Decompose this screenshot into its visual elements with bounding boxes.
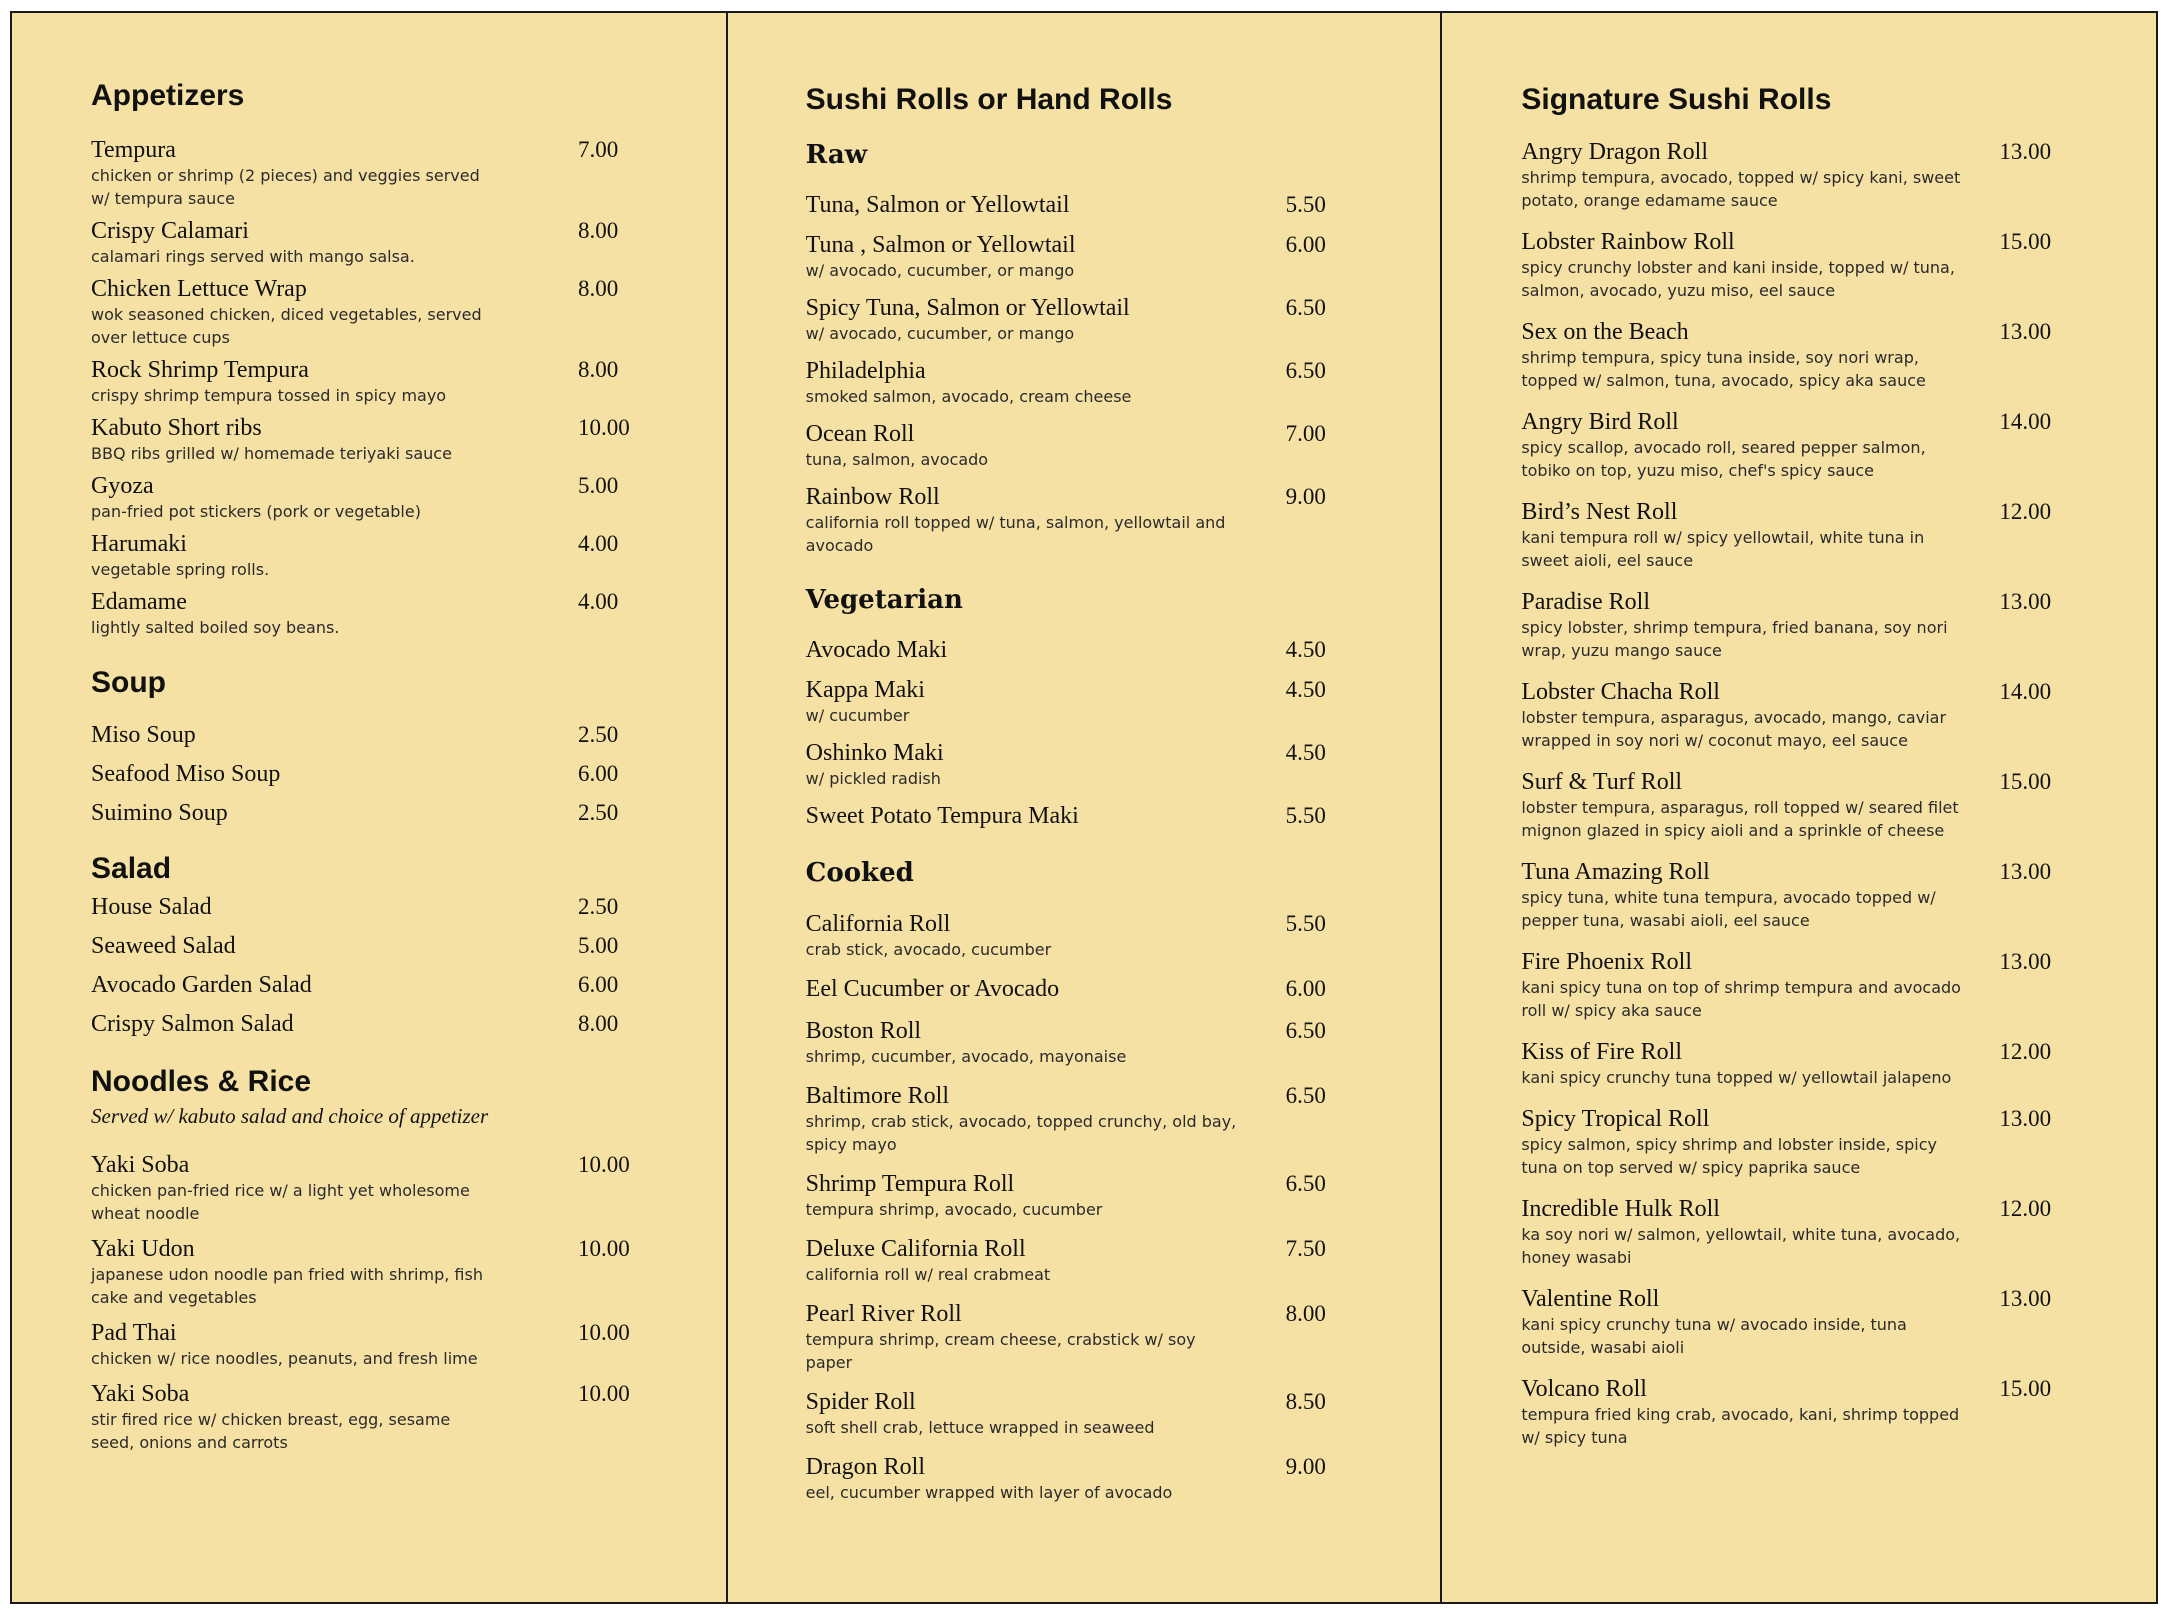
item-price: 9.00 [1285, 484, 1326, 510]
item-price: 13.00 [1999, 859, 2052, 884]
item-price: 4.50 [1285, 740, 1326, 766]
item-name: Oshinko Maki [805, 740, 944, 767]
item-description: w/ pickled radish [805, 769, 941, 789]
signature-roll-item [1521, 858, 2156, 932]
item-description: tuna, salmon, avocado [805, 450, 989, 470]
item-name: Philadelphia [805, 358, 926, 385]
item-name: Tuna Amazing Roll [1521, 859, 1710, 885]
item-description: eel, cucumber wrapped with layer of avocado [805, 1482, 1173, 1502]
section-title-salad: Salad [91, 852, 172, 885]
section-title-noodles: Noodles & Rice [91, 1065, 312, 1098]
signature-roll-item [1521, 678, 2156, 752]
item-name: Yaki Udon [91, 1236, 195, 1262]
item-description: pan-fried pot stickers (pork or vegetable) [91, 502, 421, 521]
item-price: 8.00 [578, 218, 619, 243]
item-price: 10.00 [578, 1381, 630, 1406]
item-price: 10.00 [578, 1236, 630, 1261]
item-price: 9.00 [1285, 1453, 1326, 1479]
item-price: 13.00 [1999, 139, 2052, 164]
item-price: 6.50 [1285, 1170, 1326, 1196]
item-description: shrimp, crab stick, avocado, topped crunchy, old bay, spicy mayo [805, 1111, 1237, 1154]
item-name: Rainbow Roll [805, 484, 940, 511]
item-name: Rock Shrimp Tempura [91, 357, 309, 383]
item-name: Lobster Rainbow Roll [1521, 229, 1735, 255]
menu-item [91, 971, 726, 999]
item-description: crab stick, avocado, cucumber [805, 939, 1052, 959]
item-price: 2.50 [578, 800, 619, 825]
item-name: Suimino Soup [91, 800, 228, 826]
item-name: Crispy Calamari [91, 218, 249, 244]
item-price: 13.00 [1999, 589, 2052, 614]
signature-roll-item [1521, 1375, 2156, 1449]
item-description: shrimp tempura, avocado, topped w/ spicy kani, sweet potato, orange edamame sauce [1521, 168, 1961, 210]
item-description: kani tempura roll w/ spicy yellowtail, white tuna in sweet aioli, eel sauce [1521, 528, 1925, 570]
item-price: 6.00 [1285, 232, 1326, 258]
item-name: Tuna, Salmon or Yellowtail [805, 192, 1070, 219]
item-description: calamari rings served with mango salsa. [91, 247, 415, 266]
menu-item [91, 588, 726, 639]
item-description: w/ avocado, cucumber, or mango [805, 261, 1075, 281]
item-price: 12.00 [1999, 1039, 2052, 1064]
item-price: 5.50 [1285, 910, 1326, 936]
item-name: Tuna , Salmon or Yellowtail [805, 232, 1076, 259]
item-name: Miso Soup [91, 722, 196, 748]
item-price: 6.00 [578, 972, 619, 997]
menu-item [806, 231, 1441, 282]
item-description: soft shell crab, lettuce wrapped in seaweed [805, 1417, 1155, 1437]
menu-item [806, 1017, 1441, 1068]
item-description: chicken or shrimp (2 pieces) and veggies served w/ tempura sauce [91, 166, 480, 208]
item-price: 5.00 [578, 473, 619, 498]
item-price: 5.00 [578, 933, 619, 958]
menu-item [806, 802, 1441, 830]
item-price: 4.50 [1285, 677, 1326, 703]
signature-roll-item [1521, 408, 2156, 482]
item-name: Seafood Miso Soup [91, 761, 281, 787]
item-name: Paradise Roll [1521, 589, 1650, 615]
menu-item [806, 1453, 1441, 1504]
item-name: Bird’s Nest Roll [1521, 499, 1678, 525]
item-price: 8.00 [578, 276, 619, 301]
menu-item [806, 1388, 1441, 1439]
item-name: Pearl River Roll [805, 1300, 962, 1327]
item-description: spicy tuna, white tuna tempura, avocado topped w/ pepper tuna, wasabi aioli, eel sauce [1521, 888, 1936, 930]
item-description: stir fired rice w/ chicken breast, egg, sesame seed, onions and carrots [91, 1410, 451, 1452]
item-name: Avocado Maki [805, 637, 948, 664]
menu-item [91, 799, 726, 827]
signature-roll-item [1521, 498, 2156, 572]
item-description: spicy scallop, avocado roll, seared pepper salmon, tobiko on top, yuzu miso, chef's spicy sauce [1521, 438, 1926, 480]
item-name: Pad Thai [91, 1320, 177, 1346]
item-price: 6.50 [1285, 295, 1326, 321]
item-description: lobster tempura, asparagus, avocado, mango, caviar wrapped in soy nori w/ coconut mayo, eel sauce [1521, 708, 1947, 750]
item-name: Valentine Roll [1521, 1286, 1660, 1312]
item-price: 6.00 [1285, 975, 1326, 1001]
menu-item [806, 294, 1441, 345]
item-description: chicken pan-fried rice w/ a light yet wholesome wheat noodle [91, 1181, 470, 1223]
item-price: 4.00 [578, 589, 619, 614]
section-note: Served w/ kabuto salad and choice of appetizer [91, 1104, 489, 1128]
item-price: 7.00 [578, 137, 619, 162]
menu-item [806, 1235, 1441, 1286]
menu-item [806, 975, 1441, 1003]
signature-roll-item [1521, 1195, 2156, 1269]
menu-item [91, 932, 726, 960]
section-title-raw: Raw [805, 140, 868, 170]
item-price: 8.50 [1285, 1388, 1326, 1414]
menu-item [806, 357, 1441, 408]
menu-item [806, 483, 1441, 557]
menu-item [91, 721, 726, 749]
item-price: 10.00 [578, 415, 630, 440]
column-title-sushi-rolls: Sushi Rolls or Hand Rolls [805, 83, 1173, 116]
item-name: Boston Roll [805, 1017, 922, 1044]
item-name: Crispy Salmon Salad [91, 1011, 294, 1037]
item-price: 13.00 [1999, 1106, 2052, 1131]
item-name: Spicy Tuna, Salmon or Yellowtail [805, 295, 1130, 322]
menu-item [806, 1082, 1441, 1156]
menu-item [91, 275, 726, 349]
item-description: crispy shrimp tempura tossed in spicy mayo [91, 386, 447, 405]
item-description: smoked salmon, avocado, cream cheese [805, 387, 1132, 407]
menu-item [806, 1300, 1441, 1374]
item-description: tempura shrimp, cream cheese, crabstick w/ soy paper [805, 1329, 1196, 1372]
item-name: Yaki Soba [91, 1152, 190, 1178]
signature-roll-item [1521, 228, 2156, 302]
menu-item [91, 1151, 726, 1225]
signature-roll-item [1521, 588, 2156, 662]
item-description: spicy lobster, shrimp tempura, fried banana, soy nori wrap, yuzu mango sauce [1521, 618, 1948, 660]
item-name: Kappa Maki [805, 677, 925, 704]
item-name: Harumaki [91, 531, 187, 557]
item-name: Shrimp Tempura Roll [805, 1170, 1015, 1197]
signature-roll-item [1521, 1105, 2156, 1179]
item-description: vegetable spring rolls. [91, 560, 270, 579]
item-price: 4.00 [578, 531, 619, 556]
panel-middle [726, 13, 1441, 1602]
item-description: ka soy nori w/ salmon, yellowtail, white tuna, avocado, honey wasabi [1521, 1225, 1961, 1267]
menu-item [806, 191, 1441, 219]
item-description: BBQ ribs grilled w/ homemade teriyaki sauce [91, 444, 452, 463]
item-price: 6.50 [1285, 1017, 1326, 1043]
menu-item [91, 1380, 726, 1454]
column-title-signature-rolls: Signature Sushi Rolls [1521, 83, 1832, 116]
menu-item [91, 1319, 726, 1370]
item-name: California Roll [805, 910, 951, 937]
item-description: kani spicy crunchy tuna topped w/ yellowtail jalapeno [1521, 1068, 1952, 1087]
menu-item [91, 414, 726, 465]
menu-item [91, 893, 726, 921]
item-name: Kabuto Short ribs [91, 415, 262, 441]
item-name: Tempura [91, 137, 176, 163]
section-title-cooked: Cooked [805, 858, 914, 889]
item-description: tempura shrimp, avocado, cucumber [805, 1199, 1103, 1219]
item-name: Ocean Roll [805, 421, 915, 448]
item-description: w/ cucumber [805, 706, 910, 726]
signature-roll-item [1521, 1038, 2156, 1089]
item-name: Angry Dragon Roll [1521, 139, 1708, 165]
item-price: 14.00 [1999, 409, 2052, 434]
item-name: Deluxe California Roll [805, 1235, 1026, 1262]
item-price: 13.00 [1999, 1286, 2052, 1311]
item-name: Baltimore Roll [805, 1082, 949, 1109]
item-description: spicy salmon, spicy shrimp and lobster inside, spicy tuna on top served w/ spicy paprika sauce [1521, 1135, 1937, 1177]
item-description: lobster tempura, asparagus, roll topped w/ seared filet mignon glazed in spicy aioli and a sprinkle of cheese [1521, 798, 1959, 840]
menu-item [91, 217, 726, 268]
item-price: 5.50 [1285, 803, 1326, 829]
menu-item [806, 1170, 1441, 1221]
item-price: 10.00 [578, 1152, 630, 1177]
item-price: 5.50 [1285, 192, 1326, 218]
item-description: kani spicy crunchy tuna w/ avocado inside, tuna outside, wasabi aioli [1521, 1315, 1907, 1357]
item-description: wok seasoned chicken, diced vegetables, served over lettuce cups [91, 305, 482, 347]
item-price: 14.00 [1999, 679, 2052, 704]
menu-item [91, 760, 726, 788]
item-name: Edamame [91, 589, 187, 615]
menu-item [806, 910, 1441, 961]
item-price: 2.50 [578, 894, 619, 919]
item-price: 10.00 [578, 1320, 630, 1345]
item-price: 7.00 [1285, 421, 1326, 447]
signature-roll-item [1521, 318, 2156, 392]
item-name: Incredible Hulk Roll [1521, 1196, 1720, 1222]
item-name: Eel Cucumber or Avocado [805, 975, 1060, 1002]
item-description: spicy crunchy lobster and kani inside, topped w/ tuna, salmon, avocado, yuzu miso, eel sauce [1521, 258, 1955, 300]
panel-left [12, 13, 726, 1602]
signature-roll-item [1521, 948, 2156, 1022]
item-name: Spider Roll [805, 1388, 916, 1415]
item-price: 6.50 [1285, 1082, 1326, 1108]
item-name: Gyoza [91, 473, 154, 499]
item-price: 4.50 [1285, 637, 1326, 663]
menu-item [91, 356, 726, 407]
item-name: Volcano Roll [1521, 1376, 1647, 1402]
item-name: Dragon Roll [805, 1453, 925, 1480]
item-name: Avocado Garden Salad [91, 972, 312, 998]
section-title-appetizers: Appetizers [91, 79, 245, 112]
item-price: 8.00 [578, 357, 619, 382]
menu-sheet [10, 11, 2158, 1604]
item-name: Yaki Soba [91, 1381, 190, 1407]
item-name: Surf & Turf Roll [1521, 769, 1683, 795]
item-name: Sweet Potato Tempura Maki [805, 803, 1079, 830]
item-name: Chicken Lettuce Wrap [91, 276, 307, 302]
item-price: 6.50 [1285, 358, 1326, 384]
item-name: Lobster Chacha Roll [1521, 679, 1720, 705]
item-description: california roll topped w/ tuna, salmon, yellowtail and avocado [805, 513, 1226, 556]
item-name: Fire Phoenix Roll [1521, 949, 1693, 975]
item-price: 8.00 [1285, 1300, 1326, 1326]
item-description: shrimp, cucumber, avocado, mayonaise [805, 1046, 1127, 1066]
item-price: 7.50 [1285, 1235, 1326, 1261]
item-name: Kiss of Fire Roll [1521, 1039, 1683, 1065]
item-name: House Salad [91, 894, 212, 920]
menu-item [806, 739, 1441, 790]
menu-item [91, 530, 726, 581]
menu-item [806, 420, 1441, 471]
menu-item [91, 136, 726, 210]
item-price: 15.00 [1999, 229, 2052, 254]
item-price: 2.50 [578, 722, 619, 747]
menu-item [91, 1010, 726, 1038]
item-description: lightly salted boiled soy beans. [91, 618, 340, 637]
menu-item [91, 1235, 726, 1309]
item-price: 6.00 [578, 761, 619, 786]
item-price: 12.00 [1999, 499, 2052, 524]
item-name: Seaweed Salad [91, 933, 236, 959]
item-description: california roll w/ real crabmeat [805, 1264, 1051, 1284]
item-price: 12.00 [1999, 1196, 2052, 1221]
section-title-soup: Soup [91, 666, 166, 699]
menu-item [91, 472, 726, 523]
item-description: kani spicy tuna on top of shrimp tempura and avocado roll w/ spicy aka sauce [1521, 978, 1961, 1020]
panel-right [1440, 13, 2156, 1602]
menu-item [806, 676, 1441, 727]
section-title-vegetarian: Vegetarian [805, 585, 963, 616]
item-price: 15.00 [1999, 769, 2052, 794]
item-price: 13.00 [1999, 319, 2052, 344]
item-name: Spicy Tropical Roll [1521, 1106, 1710, 1132]
item-price: 15.00 [1999, 1376, 2052, 1401]
item-description: shrimp tempura, spicy tuna inside, soy nori wrap, topped w/ salmon, tuna, avocado, spicy aka sauce [1521, 348, 1926, 390]
signature-roll-item [1521, 768, 2156, 842]
signature-roll-item [1521, 138, 2156, 212]
item-price: 8.00 [578, 1011, 619, 1036]
item-description: chicken w/ rice noodles, peanuts, and fresh lime [91, 1349, 478, 1368]
signature-roll-item [1521, 1285, 2156, 1359]
item-description: japanese udon noodle pan fried with shrimp, fish cake and vegetables [91, 1265, 483, 1307]
item-description: w/ avocado, cucumber, or mango [805, 324, 1075, 344]
item-name: Sex on the Beach [1521, 319, 1689, 345]
item-description: tempura fried king crab, avocado, kani, shrimp topped w/ spicy tuna [1521, 1405, 1960, 1447]
item-name: Angry Bird Roll [1521, 409, 1679, 435]
menu-item [806, 636, 1441, 664]
item-price: 13.00 [1999, 949, 2052, 974]
